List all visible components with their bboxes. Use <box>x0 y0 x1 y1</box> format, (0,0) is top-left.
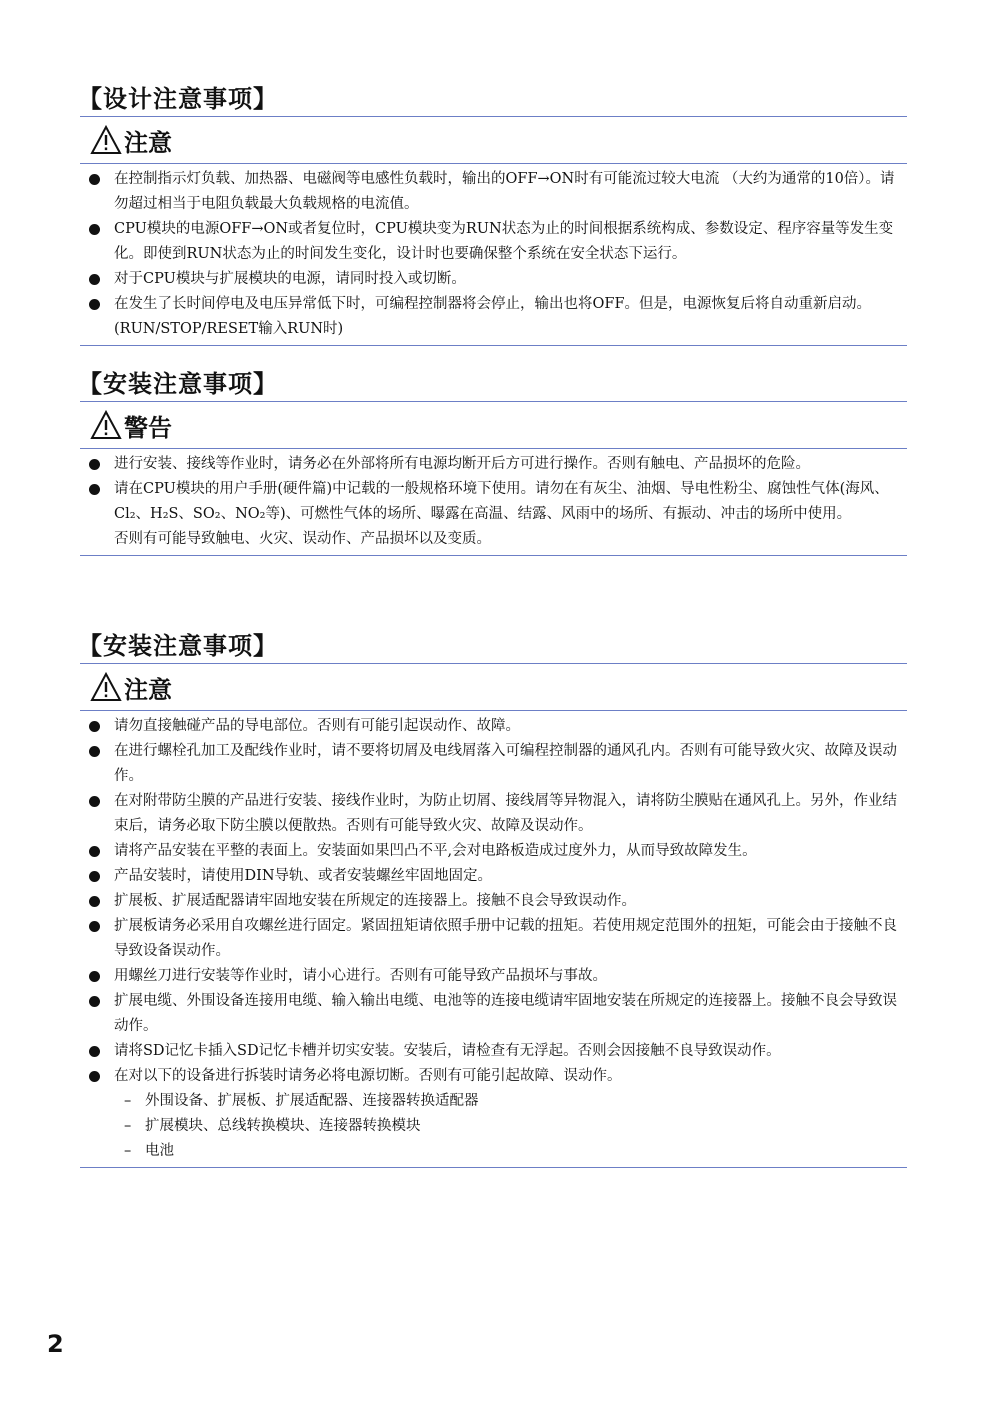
page-number: 2 <box>47 1330 64 1358</box>
sub-list-item <box>80 1114 907 1139</box>
item-text: CPU模块的电源OFF→ON或者复位时，CPU模块变为RUN状态为止的时间根据系统构成、参数设定、程序容量等发生变化。即使到RUN状态为止的时间发生变化，设计时也要确保整个系统在安全状态下运行。 <box>114 221 894 262</box>
bullet-icon <box>89 459 100 470</box>
list-item <box>80 889 907 914</box>
divider <box>80 345 907 346</box>
divider <box>80 555 907 556</box>
list-item <box>80 217 907 267</box>
sub-item-text: 扩展模块、总线转换模块、连接器转换模块 <box>145 1118 421 1134</box>
item-text: 扩展板请务必采用自攻螺丝进行固定。紧固扭矩请依照手册中记载的扭矩。若使用规定范围外的扭矩，可能会由于接触不良导致设备误动作。 <box>114 918 897 959</box>
bullet-icon <box>89 921 100 932</box>
list-item <box>80 839 907 864</box>
design-precautions-section <box>80 82 907 346</box>
item-text: 扩展板、扩展适配器请牢固地安装在所规定的连接器上。接触不良会导致误动作。 <box>114 893 636 909</box>
list-item <box>80 452 907 477</box>
sub-item-text: 电池 <box>145 1143 174 1159</box>
divider <box>80 1167 907 1168</box>
warning-triangle-icon <box>90 410 122 440</box>
warning-header <box>80 402 907 448</box>
bullet-icon <box>89 224 100 235</box>
bullet-icon <box>89 174 100 185</box>
item-note: 否则有可能导致触电、火灾、误动作、产品损坏以及变质。 <box>114 531 491 547</box>
list-item <box>80 477 907 527</box>
list-item <box>80 167 907 217</box>
item-text: 用螺丝刀进行安装等作业时，请小心进行。否则有可能导致产品损坏与事故。 <box>114 968 607 984</box>
item-text: 请将SD记忆卡插入SD记忆卡槽并切实安装。安装后，请检查有无浮起。否则会因接触不良导致误动作。 <box>114 1043 781 1059</box>
section-title: 【安装注意事项】 <box>78 370 278 398</box>
list-item <box>80 267 907 292</box>
list-item <box>80 914 907 964</box>
bullet-icon <box>89 971 100 982</box>
item-text: 请勿直接触碰产品的导电部位。否则有可能引起误动作、故障。 <box>114 718 520 734</box>
item-text: 对于CPU模块与扩展模块的电源，请同时投入或切断。 <box>114 271 466 287</box>
caution-header <box>80 664 907 710</box>
bullet-icon <box>89 996 100 1007</box>
item-text: 在对附带防尘膜的产品进行安装、接线作业时，为防止切屑、接线屑等异物混入，请将防尘膜贴在通风孔上。另外，作业结束后，请务必取下防尘膜以便散热。否则有可能导致火灾、故障及误动作。 <box>114 793 897 834</box>
caution-header <box>80 117 907 163</box>
list-item <box>80 989 907 1039</box>
bullet-icon <box>89 846 100 857</box>
caution-label: 注意 <box>124 128 172 157</box>
bullet-icon <box>89 299 100 310</box>
installation-caution-section <box>80 629 907 1168</box>
dash-mark: – <box>124 1143 132 1159</box>
bullet-icon <box>89 484 100 495</box>
list-item <box>80 864 907 889</box>
item-text: 在对以下的设备进行拆装时请务必将电源切断。否则有可能引起故障、误动作。 <box>114 1068 622 1084</box>
dash-mark: – <box>124 1093 132 1109</box>
precaution-list <box>80 449 907 555</box>
list-item <box>80 1039 907 1064</box>
item-text: 在控制指示灯负载、加热器、电磁阀等电感性负载时，输出的OFF→ON时有可能流过较大电流 （大约为通常的10倍）。请勿超过相当于电阻负载最大负载规格的电流值。 <box>114 171 895 212</box>
item-text: 在发生了长时间停电及电压异常低下时，可编程控制器将会停止，输出也将OFF。但是，电源恢复后将自动重新启动。(RUN/STOP/RESET输入RUN时) <box>114 296 872 337</box>
precaution-list <box>80 164 907 345</box>
warning-triangle-icon <box>90 125 122 155</box>
bullet-icon <box>89 721 100 732</box>
warning-label: 警告 <box>124 413 172 442</box>
bullet-icon <box>89 896 100 907</box>
precaution-list <box>80 711 907 1167</box>
caution-label: 注意 <box>124 675 172 704</box>
bullet-icon <box>89 746 100 757</box>
item-text: 扩展电缆、外围设备连接用电缆、输入输出电缆、电池等的连接电缆请牢固地安装在所规定的连接器上。接触不良会导致误动作。 <box>114 993 897 1034</box>
warning-triangle-icon <box>90 672 122 702</box>
item-text: 在进行螺栓孔加工及配线作业时，请不要将切屑及电线屑落入可编程控制器的通风孔内。否则有可能导致火灾、故障及误动作。 <box>114 743 897 784</box>
item-text: 请将产品安装在平整的表面上。安装面如果凹凸不平,会对电路板造成过度外力，从而导致故障发生。 <box>114 843 757 859</box>
list-item <box>80 964 907 989</box>
bullet-icon <box>89 796 100 807</box>
sub-list-item <box>80 1139 907 1164</box>
item-text: 请在CPU模块的用户手册(硬件篇)中记载的一般规格环境下使用。请勿在有灰尘、油烟、导电性粉尘、腐蚀性气体(海风、Cl₂、H₂S、SO₂、NO₂等)、可燃性气体的场所、曝露在高温、结露、风雨中的场所、有振动、冲击的场所中使用。 <box>114 481 889 522</box>
dash-mark: – <box>124 1118 132 1134</box>
bullet-icon <box>89 274 100 285</box>
bullet-icon <box>89 1046 100 1057</box>
list-item <box>80 739 907 789</box>
list-item <box>80 292 907 342</box>
bullet-icon <box>89 1071 100 1082</box>
section-title: 【安装注意事项】 <box>78 632 278 660</box>
list-item <box>80 714 907 739</box>
sub-list-item <box>80 1089 907 1114</box>
bullet-icon <box>89 871 100 882</box>
item-text: 产品安装时，请使用DIN导轨、或者安装螺丝牢固地固定。 <box>114 868 493 884</box>
list-item <box>80 1064 907 1089</box>
sub-item-text: 外围设备、扩展板、扩展适配器、连接器转换适配器 <box>145 1093 479 1109</box>
item-text: 进行安装、接线等作业时，请务必在外部将所有电源均断开后方可进行操作。否则有触电、产品损坏的危险。 <box>114 456 810 472</box>
section-title: 【设计注意事项】 <box>78 85 278 113</box>
installation-warning-section <box>80 367 907 556</box>
list-item <box>80 789 907 839</box>
